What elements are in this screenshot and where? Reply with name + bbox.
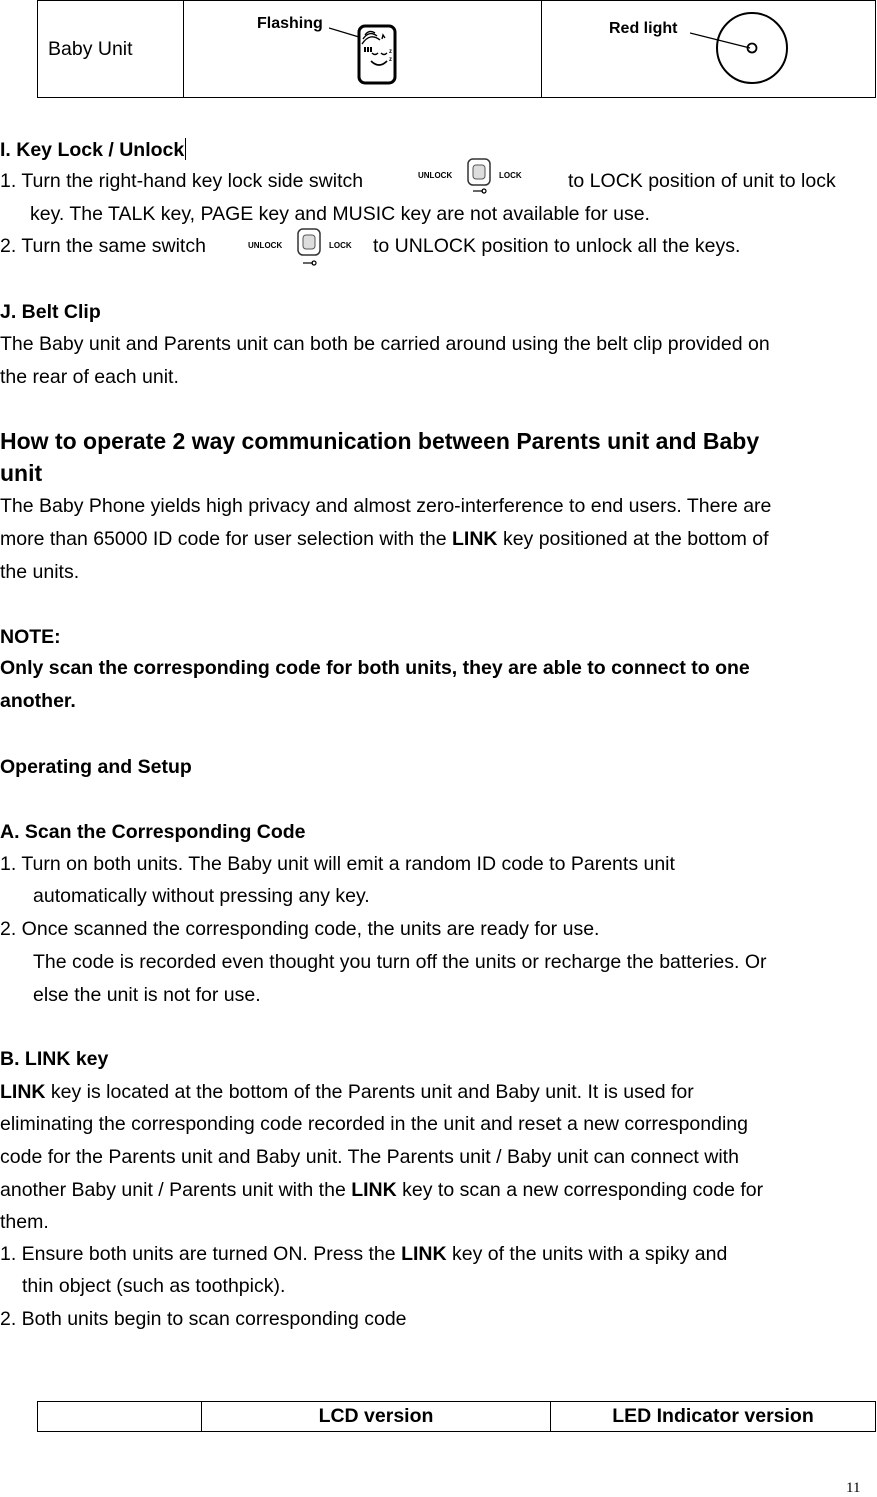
link-key-step1-bold: LINK: [401, 1243, 447, 1265]
two-way-line2-pre: more than 65000 ID code for user selection with the: [0, 528, 447, 550]
link-key-p1-rest: key is located at the bottom of the Parents unit and Baby unit. It is used for: [50, 1081, 694, 1103]
flashing-label: Flashing: [257, 15, 323, 32]
key-lock-step1-cont: key. The TALK key, PAGE key and MUSIC key are not available for use.: [30, 203, 650, 225]
baby-unit-face-icon: [329, 21, 399, 89]
note-line2: another.: [0, 690, 76, 712]
link-key-step1-post: key of the units with a spiky and: [451, 1243, 728, 1265]
link-key-p1: [0, 1081, 694, 1104]
key-lock-heading-text: I. Key Lock / Unlock: [0, 139, 185, 161]
link-key-p4-bold: LINK: [351, 1179, 397, 1201]
switch-unlock-text: UNLOCK: [418, 171, 453, 180]
page-number: 11: [846, 1480, 861, 1496]
link-key-heading: B. LINK key: [0, 1048, 109, 1070]
link-key-step1-cont: thin object (such as toothpick).: [22, 1275, 286, 1297]
lcd-version-header: LCD version: [202, 1402, 551, 1432]
belt-clip-line1: The Baby unit and Parents unit can both be carried around using the belt clip provided on: [0, 333, 770, 355]
scan-step2-cont1: The code is recorded even thought you turn off the units or recharge the batteries. Or: [33, 951, 767, 973]
two-way-link-bold: LINK: [452, 528, 498, 550]
two-way-line3: the units.: [0, 561, 80, 583]
switch-lock-text: LOCK: [499, 171, 522, 180]
key-lock-step1: [0, 170, 363, 193]
link-key-p4: [0, 1179, 763, 1202]
link-key-p4-pre: another Baby unit / Parents unit with the: [0, 1179, 346, 1201]
note-heading: NOTE:: [0, 626, 61, 648]
link-key-step2: 2. Both units begin to scan corresponding code: [0, 1308, 407, 1330]
key-lock-heading: [0, 138, 186, 162]
key-lock-step1-pre: 1. Turn the right-hand key lock side switch: [0, 170, 364, 192]
red-light-indicator-icon: [690, 11, 790, 91]
belt-clip-heading: J. Belt Clip: [0, 301, 101, 323]
scan-step1: 1. Turn on both units. The Baby unit will emit a random ID code to Parents unit: [0, 853, 675, 875]
operating-heading: Operating and Setup: [0, 756, 192, 778]
scan-step1-cont: automatically without pressing any key.: [33, 885, 370, 907]
red-light-label: Red light: [609, 20, 678, 37]
two-way-heading-line2: unit: [0, 460, 43, 486]
two-way-line1: The Baby Phone yields high privacy and almost zero-interference to end users. There are: [0, 495, 772, 517]
note-line1: Only scan the corresponding code for both units, they are able to connect to one: [0, 657, 750, 679]
two-way-line2-post: key positioned at the bottom of: [502, 528, 769, 550]
version-table: [37, 1401, 876, 1432]
key-lock-step1-post: to LOCK position of unit to lock: [568, 170, 836, 192]
two-way-line2: [0, 528, 769, 551]
lock-switch-icon: [416, 156, 528, 198]
link-key-p5: them.: [0, 1211, 49, 1233]
link-key-p3: code for the Parents unit and Baby unit. The Parents unit / Baby unit can connect with: [0, 1146, 739, 1168]
link-key-p2: eliminating the corresponding code recorded in the unit and reset a new corresponding: [0, 1113, 748, 1135]
text-cursor: [185, 138, 186, 160]
svg-text:z: z: [389, 49, 392, 55]
scan-step2-cont2: else the unit is not for use.: [33, 984, 261, 1006]
link-key-step1-pre: 1. Ensure both units are turned ON. Press the: [0, 1243, 396, 1265]
link-key-p1-bold: LINK: [0, 1081, 46, 1103]
red-light-cell: [542, 1, 876, 98]
link-key-p4-post: key to scan a new corresponding code for: [402, 1179, 764, 1201]
version-table-empty-cell: [38, 1402, 202, 1432]
flashing-cell: [184, 1, 542, 98]
switch-lock-text-2: LOCK: [329, 241, 352, 250]
led-version-header: LED Indicator version: [551, 1402, 876, 1432]
baby-unit-cell: [38, 1, 184, 98]
scan-heading: A. Scan the Corresponding Code: [0, 821, 306, 843]
belt-clip-line2: the rear of each unit.: [0, 366, 179, 388]
link-key-step1: [0, 1243, 727, 1266]
unlock-switch-icon: [246, 228, 358, 270]
two-way-heading-line1: How to operate 2 way communication between Parents unit and Baby: [0, 428, 760, 454]
key-lock-step2-pre: 2. Turn the same switch: [0, 235, 206, 257]
baby-unit-table: [37, 0, 876, 98]
baby-unit-label: Baby Unit: [48, 37, 133, 60]
svg-text:z: z: [389, 57, 392, 63]
scan-step2: 2. Once scanned the corresponding code, the units are ready for use.: [0, 918, 600, 940]
key-lock-step2-post: to UNLOCK position to unlock all the keys.: [373, 235, 741, 257]
switch-unlock-text-2: UNLOCK: [248, 241, 283, 250]
